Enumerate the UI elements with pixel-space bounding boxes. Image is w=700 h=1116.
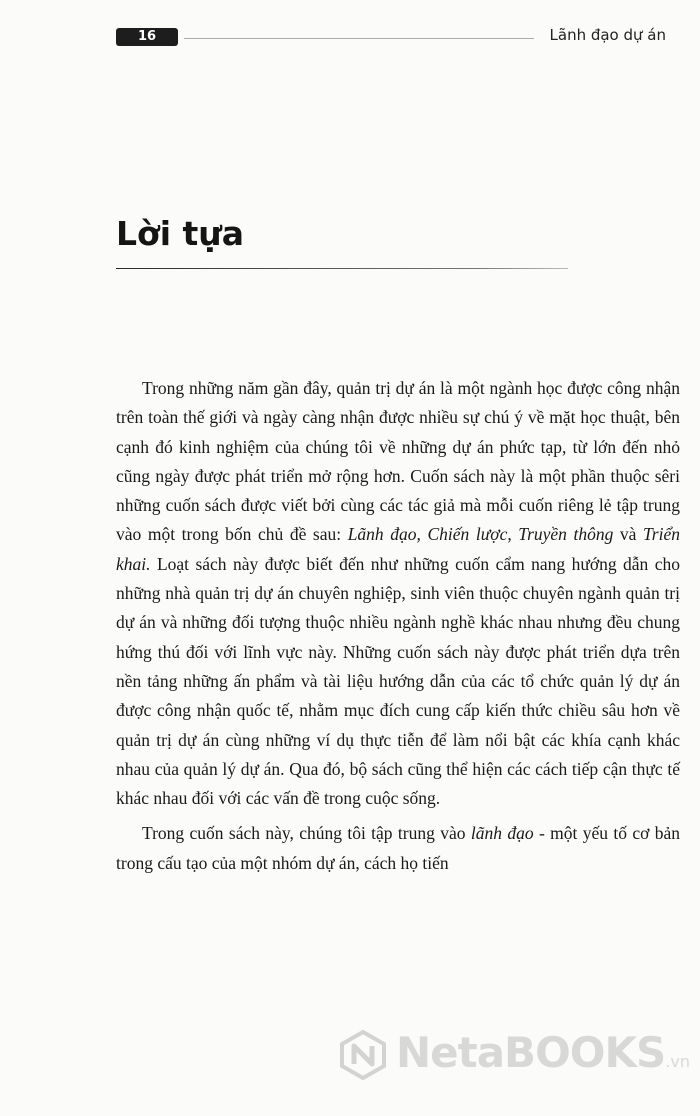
separator: và (613, 524, 644, 545)
paragraph-2-text-b: - một yếu tố cơ bản trong cấu tạo của một nhóm dự án, cách họ tiến (116, 823, 680, 873)
emphasis-leadership: lãnh đạo (470, 823, 534, 844)
paragraph-2 (116, 819, 680, 878)
paragraph-1-text-b: Loạt sách này được biết đến như những cuốn cẩm nang hướng dẫn cho những nhà quản trị dự án chuyên nghiệp, sinh viên thuộc chuyên ngành quản trị dự án và những đối tượng thuộc nhiều ngành nghề khác nhau nhưng đều chung hứng thú đối với lĩnh vực này. Những cuốn sách này được phát triển dựa trên nền tảng những ấn phẩm và tài liệu hướng dẫn của các tổ chức quản lý dự án được công nhận quốc tế, nhằm mục đích cung cấp kiến thức chiều sâu hơn về quản trị dự án cùng những ví dụ thực tiễn để làm nổi bật các khía cạnh khác nhau của quản lý dự án. Qua đó, bộ sách cũng thể hiện các cách tiếp cận thực tế khác nhau đối với các vấn đề trong cuộc sống. (116, 553, 680, 809)
topic-implementation: Triển khai. (116, 524, 680, 574)
topic-strategy: Chiến lược, (427, 524, 512, 545)
body-text (116, 374, 680, 884)
header-divider (184, 38, 534, 39)
watermark-text (396, 1028, 690, 1077)
watermark (338, 1022, 690, 1092)
chapter-title: Lời tựa (116, 214, 245, 253)
watermark-suffix: .vn (665, 1052, 690, 1071)
paragraph-1 (116, 374, 680, 813)
paragraph-2-text-a: Trong cuốn sách này, chúng tôi tập trung vào (142, 823, 471, 844)
topic-leadership: Lãnh đạo, (347, 524, 421, 545)
topic-communication: Truyền thông (518, 524, 614, 545)
page-header (116, 26, 676, 50)
netabooks-logo-icon (338, 1030, 388, 1080)
title-divider (116, 268, 568, 269)
running-title: Lãnh đạo dự án (549, 26, 666, 44)
page-number: 16 (116, 28, 178, 46)
paragraph-1-text-a: Trong những năm gần đây, quản trị dự án là một ngành học được công nhận trên toàn thế giới và ngày càng nhận được nhiều sự chú ý về mặt học thuật, bên cạnh đó kinh nghiệm của chúng tôi về những dự án phức tạp, từ lớn đến nhỏ cũng ngày được phát triển mở rộng hơn. Cuốn sách này là một phần thuộc sêri những cuốn sách được viết bởi cùng các tác giả mà mỗi cuốn riêng lẻ tập trung vào một trong bốn chủ đề sau: (116, 378, 680, 545)
watermark-brand: NetaBOOKS (396, 1028, 666, 1077)
